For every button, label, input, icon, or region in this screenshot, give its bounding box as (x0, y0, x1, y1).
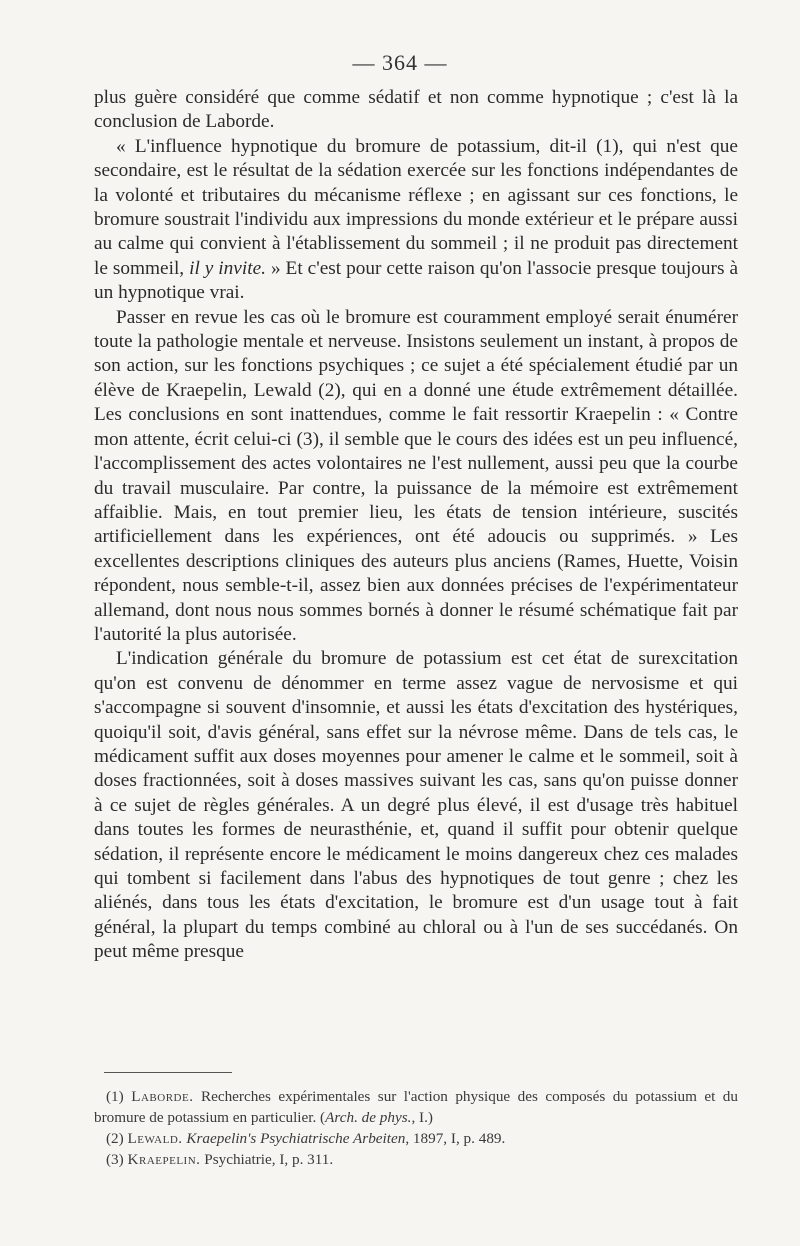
paragraph-1 (94, 86, 738, 135)
footnotes (94, 1086, 738, 1170)
footnote-italic-text: Kraepelin's Psychiatrische Arbeiten (186, 1130, 406, 1147)
paragraph-2 (94, 135, 738, 306)
footnote-text: , 1897, I, p. 489. (405, 1130, 506, 1147)
paragraph-italic-text: il y invite. (189, 257, 266, 279)
footnote-number: (3) (106, 1151, 124, 1168)
footnote-number: (2) (106, 1130, 124, 1147)
paragraph-4 (94, 647, 738, 964)
footnote-number: (1) (106, 1088, 124, 1105)
footnote-italic-text: Arch. de phys. (325, 1109, 412, 1126)
paragraph-text: » Et c'est pour cette raison qu'on l'associe presque toujours à un hypnotique vrai. (94, 257, 738, 304)
paragraph-text: Passer en revue les cas où le bromure est couramment employé serait énumérer toute la pathologie mentale et nerveuse. Insistons seulement un instant, à propos de son action, sur les fonctions psychiques ; ce sujet a été spécialement étudié par un élève de Kraepelin, Lewald (2), qui en a donné une étude extrêmement détaillée. Les conclusions en sont inattendues, comme le fait ressortir Kraepelin : « Contre mon attente, écrit celui-ci (3), il semble que le cours des idées est un peu influencé, l'accomplissement des actes volontaires ne l'est nullement, aussi peu que la courbe du travail musculaire. Par contre, la puissance de la mémoire est extrêmement affaiblie. Mais, en tout premier lieu, les états de tension intérieure, suscités artificiellement dans les expériences, ont été adoucis ou supprimés. » Les excellentes descriptions cliniques des auteurs plus anciens (Rames, Huette, Voisin répondent, nous semble-t-il, assez bien aux données précises de l'expérimentateur allemand, dont nous nous sommes bornés à donner le résumé schématique fait par l'autorité la plus autorisée. (94, 306, 738, 645)
paragraph-text: L'indication générale du bromure de potassium est cet état de surexcitation qu'on est convenu de dénommer en terme assez vague de nervosisme et qui s'accompagne si souvent d'insomnie, et aussi les états d'excitation des hystériques, quoiqu'il soit, d'avis général, sans effet sur la névrose même. Dans de tels cas, le médicament suffit aux doses moyennes pour amener le calme et le sommeil, soit à doses fractionnées, soit à doses massives suivant les cas, sans qu'on puisse donner à ce sujet de règles générales. A un degré plus élevé, il est d'usage très habituel dans toutes les formes de neurasthénie, et, quand il suffit pour obtenir quelque sédation, il représente encore le médicament le moins dangereux chez ces malades qui tombent si facilement dans l'abus des hypnotiques de tout genre ; chez les aliénés, dans tous les états d'excitation, le bromure est d'un usage tout à fait général, la plupart du temps combiné au chloral ou à l'un de ses succédanés. On peut même presque (94, 648, 738, 963)
paragraph-text: « L'influence hypnotique du bromure de potassium, dit-il (1), qui n'est que secondaire, est le résultat de la sédation exercée sur les fonctions indépendantes de la volonté et tributaires du mécanisme réflexe ; en agissant sur ces fonctions, le bromure soustrait l'individu aux impressions du monde extérieur et le prépare aussi au calme qui convient à l'établissement du sommeil ; il ne produit pas directement le sommeil, (94, 135, 738, 279)
footnote-2 (94, 1128, 738, 1149)
footnote-1 (94, 1086, 738, 1128)
footnote-3 (94, 1149, 738, 1170)
footnote-text: , I.) (411, 1109, 433, 1126)
footnote-author: Laborde. (131, 1088, 194, 1105)
footnote-author: Lewald. (127, 1130, 183, 1147)
body-text (94, 86, 738, 965)
paragraph-3 (94, 306, 738, 648)
footnote-author: Kraepelin. (127, 1151, 201, 1168)
footnote-text: Recherches expérimentales sur l'action physique des composés du potassium et du bromure de potassium en particulier. ( (94, 1088, 738, 1126)
footnote-separator (104, 1072, 232, 1073)
page-number: — 364 — (352, 50, 448, 75)
paragraph-text: plus guère considéré que comme sédatif et non comme hypnotique ; c'est là la conclusion de Laborde. (94, 87, 738, 133)
footnote-text: Psychiatrie, I, p. 311. (200, 1151, 334, 1168)
